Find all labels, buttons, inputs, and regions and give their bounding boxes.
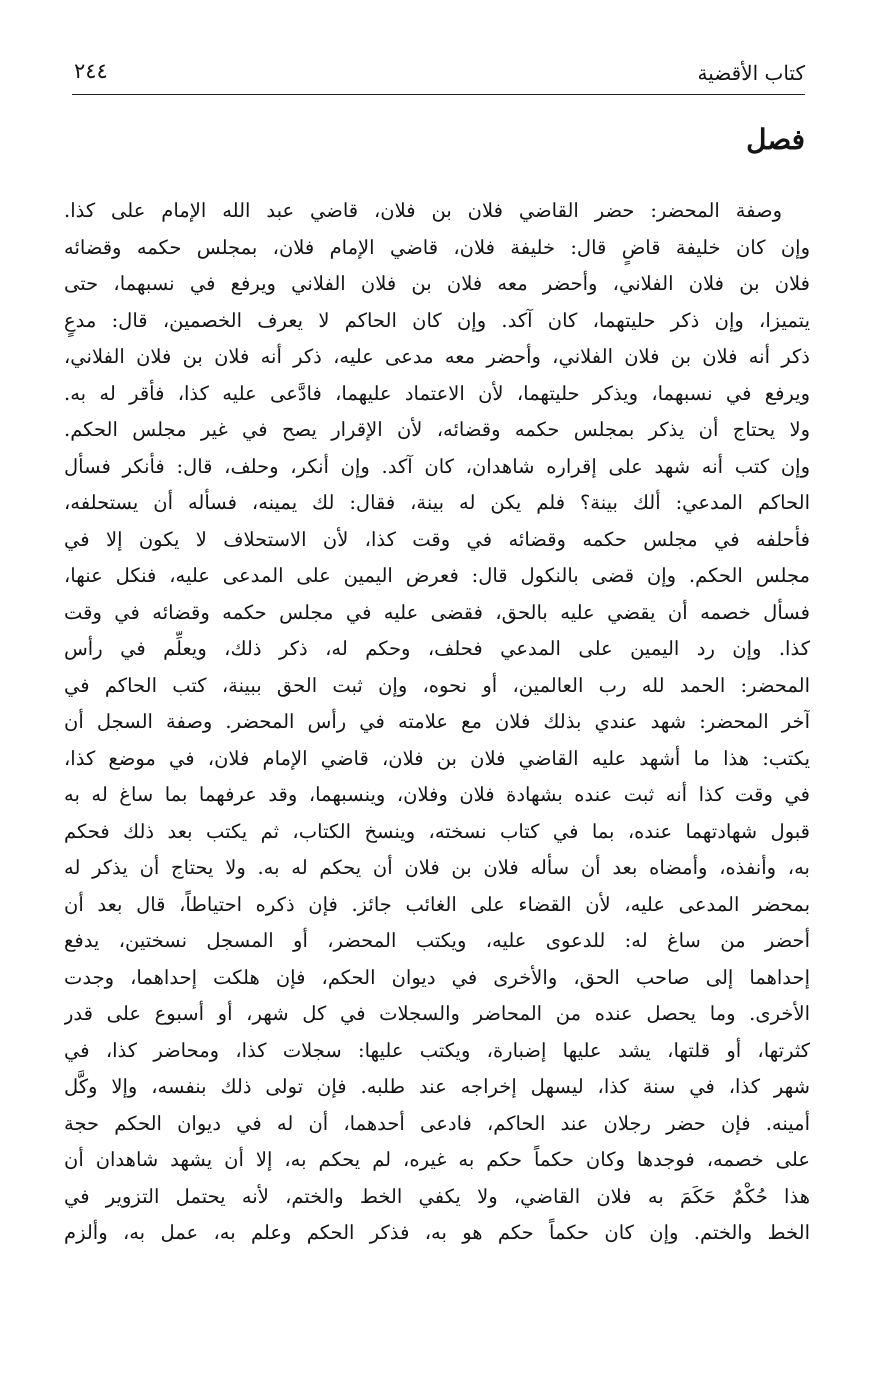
text-line: ويرفع في نسبهما، ويذكر حليتهما، لأن الاعتماد عليهما، فادَّعى عليه كذا، فأقر له به. <box>64 381 810 405</box>
text-line: أمينه. فإن حضر رجلان عند الحاكم، فادعى أحدهما، أن له في ديوان الحكم حجة <box>64 1111 810 1135</box>
text-line: ولا يحتاج أن يذكر بمجلس حكمه وقضائه، لأن الإقرار يصح في غير مجلس الحكم. <box>64 418 810 441</box>
running-title: كتاب الأقضية <box>697 61 805 85</box>
text-line: ذكر أنه فلان بن فلان الفلاني، وأحضر معه مدعى عليه، ذكر أنه فلان بن فلان الفلاني، <box>64 345 810 368</box>
text-line: به، وأنفذه، وأمضاه بعد أن سأله فلان بن فلان أن يحكم له به. ولا يحتاج أن يذكر له <box>64 856 810 879</box>
text-line: في وقت كذا أنه ثبت عنده بشهادة فلان وفلان، وينسبهما، وقد عرفهما بما ساغ له به <box>64 783 810 806</box>
body-text <box>64 193 810 1293</box>
text-line: شهر كذا، في سنة كذا، ليسهل إخراجه عند طلبه. فإن تولى ذلك بنفسه، وإلا وكَّل <box>64 1075 810 1098</box>
page-number: ٢٤٤ <box>74 59 108 83</box>
section-heading: فصل <box>746 123 805 156</box>
text-line: أحضر من ساغ له: للدعوى عليه، ويكتب المحضر، أو المسجل نسختين، يدفع <box>64 929 810 952</box>
text-line: هذا حُكْمٌ حَكَمَ به فلان القاضي، ولا يكفي الخط والختم، لأنه يحتمل التزوير في <box>64 1184 810 1208</box>
text-line: مجلس الحكم. وإن قضى بالنكول قال: فعرض اليمين على المدعى عليه، فنكل عنها، <box>64 564 810 587</box>
text-line: على خصمه، فوجدها وكان حكماً حكم به غيره، لم يحكم به، إلا أن يشهد شاهدان أن <box>64 1148 810 1171</box>
text-line: آخر المحضر: شهد عندي بذلك فلان مع علامته في رأس المحضر. وصفة السجل أن <box>64 710 810 733</box>
text-line: كثرتها، أو قلتها، يشد عليها إضبارة، ويكتب عليها: سجلات كذا، ومحاضر كذا، في <box>64 1038 810 1062</box>
text-line: يكتب: هذا ما أشهد عليه القاضي فلان بن فلان، قاضي الإمام فلان، في موضع كذا، <box>64 746 810 770</box>
text-line: المحضر: الحمد لله رب العالمين، أو نحوه، وإن ثبت الحق ببينة، كتب الحاكم في <box>64 673 810 697</box>
text-line: بمحضر المدعى عليه، لأن القضاء على الغائب جائز. فإن ذكره احتياطاً، قال بعد أن <box>64 892 810 916</box>
text-line: الأخرى. وما يحصل عنده من المحاضر والسجلات في كل شهر، أو أسبوع على قدر <box>64 1002 810 1025</box>
text-line: كذا. وإن رد اليمين على المدعي فحلف، وحكم له، ذكر ذلك، ويعلِّم في رأس <box>64 637 810 660</box>
page-header <box>72 58 805 95</box>
text-line: إحداهما إلى صاحب الحق، والأخرى في ديوان الحكم، فإن هلكت إحداهما، وجدت <box>64 965 810 989</box>
text-line: وإن كان خليفة قاضٍ قال: خليفة فلان، قاضي الإمام فلان، بمجلس حكمه وقضائه <box>64 235 810 259</box>
text-line: الحاكم المدعي: ألك بينة؟ فلم يكن له بينة، فقال: لك يمينه، فسأله أن يستحلفه، <box>64 491 810 514</box>
text-line: فسأل خصمه أن يقضي عليه بالحق، فقضى عليه في مجلس حكمه وقضائه في وقت <box>64 600 810 624</box>
text-line: يتميزا، وإن ذكر حليتهما، كان آكد. وإن كان الحاكم لا يعرف الخصمين، قال: مدعٍ <box>64 308 810 332</box>
text-line: الخط والختم. وإن كان حكماً حكم هو به، فذكر الحكم وعلم به، عمل به، وألزم <box>64 1221 810 1244</box>
text-line: وصفة المحضر: حضر القاضي فلان بن فلان، قاضي عبد الله الإمام على كذا. <box>64 199 782 222</box>
text-line: فلان بن فلان الفلاني، وأحضر معه فلان بن فلان الفلاني ويرفع في نسبهما، حتى <box>64 272 810 295</box>
text-line: وإن كتب أنه شهد على إقراره شاهدان، كان آكد. وإن أنكر، وحلف، قال: فأنكر فسأل <box>64 454 810 478</box>
text-line: قبول شهادتهما عنده، بما في كتاب نسخته، وينسخ الكتاب، ثم يكتب بعد ذلك فحكم <box>64 819 810 843</box>
text-line: فأحلفه في مجلس حكمه وقضائه في وقت كذا، لأن الاستحلاف لا يكون إلا في <box>64 527 810 551</box>
